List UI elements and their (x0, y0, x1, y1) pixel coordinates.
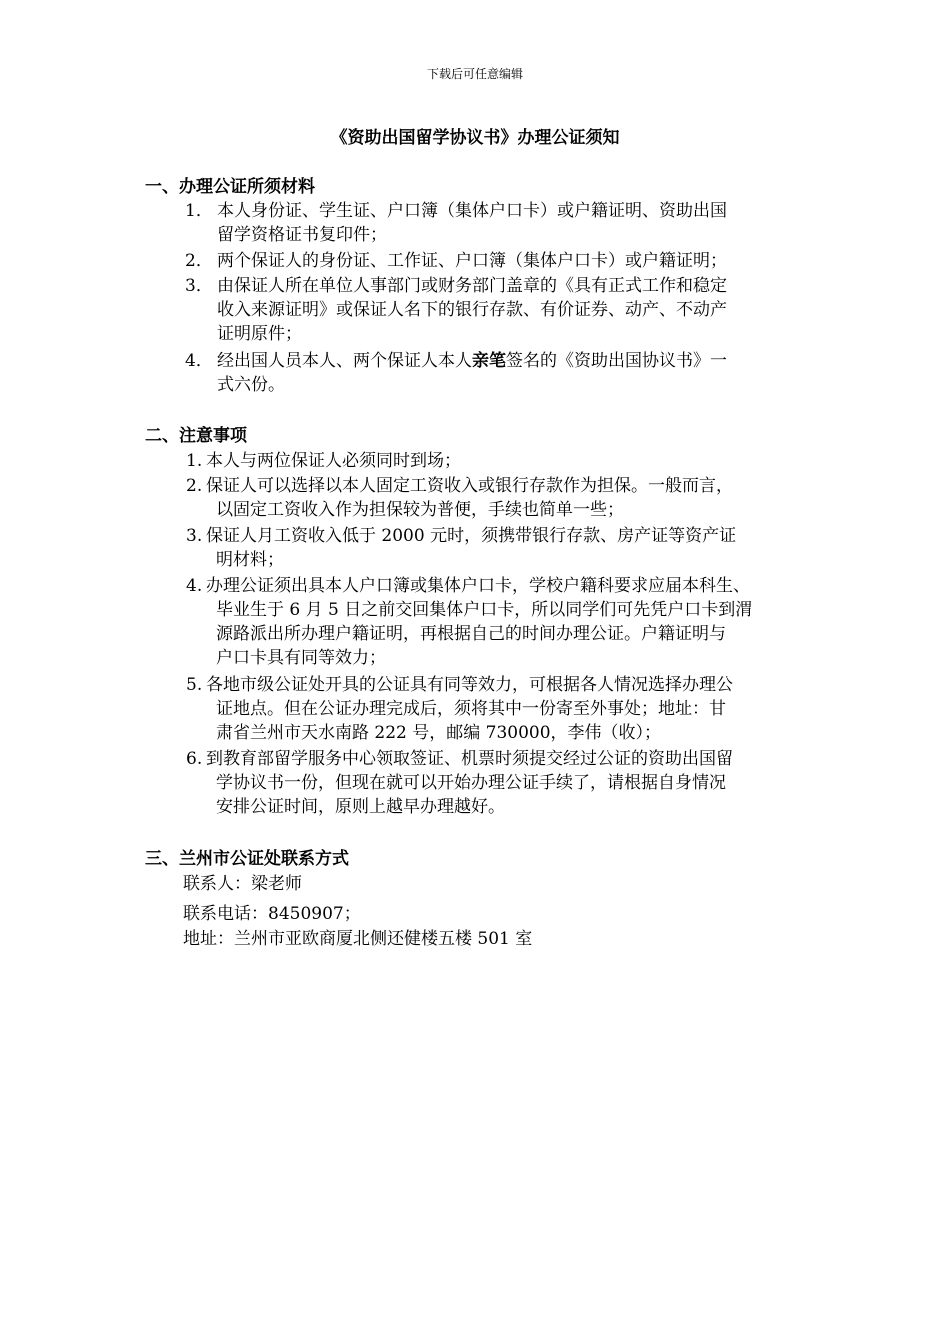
section1-item-4 (185, 349, 810, 397)
contact-person: 联系人：梁老师 (183, 874, 302, 894)
section2-item-6 (186, 747, 816, 819)
contact-phone: 联系电话：8450907； (183, 904, 361, 924)
emphasis-text: 亲笔 (472, 351, 506, 371)
item-number: 5. (186, 675, 203, 695)
item-line: 收入来源证明》或保证人名下的银行存款、有价证券、动产、不动产 (217, 300, 727, 320)
item-line: 安排公证时间，原则上越早办理越好。 (216, 797, 505, 817)
item-line: 保证人可以选择以本人固定工资收入或银行存款作为担保。一般而言， (206, 476, 733, 496)
item-line: 户口卡具有同等效力； (216, 648, 386, 668)
item-line: 肃省兰州市天水南路 222 号，邮编 730000，李伟（收）； (216, 723, 662, 743)
section3-title: 三、兰州市公证处联系方式 (145, 849, 349, 869)
contact-address: 地址：兰州市亚欧商厦北侧还健楼五楼 501 室 (183, 929, 533, 949)
item-line: 证明原件； (217, 324, 302, 344)
item-line: 到教育部留学服务中心领取签证、机票时须提交经过公证的资助出国留 (206, 749, 733, 769)
item-line: 式六份。 (217, 375, 285, 395)
section1-item-1 (185, 199, 810, 247)
item-line: 学协议书一份，但现在就可以开始办理公证手续了，请根据自身情况 (216, 773, 726, 793)
section1-item-2 (185, 249, 810, 273)
item-number: 2. (186, 476, 203, 496)
section2-item-4 (186, 574, 816, 670)
section2-item-3 (186, 524, 816, 572)
item-number: 4. (186, 576, 203, 596)
section1-title: 一、办理公证所须材料 (145, 177, 315, 197)
section2-title: 二、注意事项 (145, 426, 247, 446)
item-number: 3. (186, 526, 203, 546)
item-text: 经出国人员本人、两个保证人本人 (217, 351, 472, 371)
section2-item-5 (186, 673, 816, 745)
item-line: 保证人月工资收入低于 2000 元时，须携带银行存款、房产证等资产证 (206, 526, 737, 546)
item-number: 4． (185, 351, 213, 371)
item-line: 明材料； (216, 550, 284, 570)
page-header: 下载后可任意编辑 (426, 67, 523, 81)
item-line (185, 349, 810, 373)
section2-item-1 (186, 449, 816, 473)
document-title: 《资助出国留学协议书》办理公证须知 (330, 128, 620, 148)
section2-item-2 (186, 474, 816, 522)
item-line: 以固定工资收入作为担保较为普便，手续也简单一些； (216, 500, 624, 520)
item-number: 6. (186, 749, 203, 769)
item-line: 由保证人所在单位人事部门或财务部门盖章的《具有正式工作和稳定 (217, 276, 727, 296)
item-line: 证地点。但在公证办理完成后，须将其中一份寄至外事处；地址：甘 (216, 699, 726, 719)
item-text: 签名的《资助出国协议书》一 (506, 351, 727, 371)
item-number: 1. (186, 451, 203, 471)
item-line: 本人身份证、学生证、户口簿（集体户口卡）或户籍证明、资助出国 (217, 201, 727, 221)
item-line: 留学资格证书复印件； (217, 225, 387, 245)
item-line: 两个保证人的身份证、工作证、户口簿（集体户口卡）或户籍证明； (217, 251, 727, 271)
item-line: 办理公证须出具本人户口簿或集体户口卡，学校户籍科要求应届本科生、 (206, 576, 750, 596)
item-number: 3． (185, 276, 213, 296)
item-number: 2． (185, 251, 213, 271)
item-line: 本人与两位保证人必须同时到场； (206, 451, 461, 471)
item-number: 1． (185, 201, 213, 221)
item-line: 源路派出所办理户籍证明，再根据自己的时间办理公证。户籍证明与 (216, 624, 726, 644)
section1-item-3 (185, 274, 810, 346)
item-line: 毕业生于 6 月 5 日之前交回集体户口卡，所以同学们可先凭户口卡到渭 (216, 600, 753, 620)
item-line: 各地市级公证处开具的公证具有同等效力，可根据各人情况选择办理公 (206, 675, 733, 695)
